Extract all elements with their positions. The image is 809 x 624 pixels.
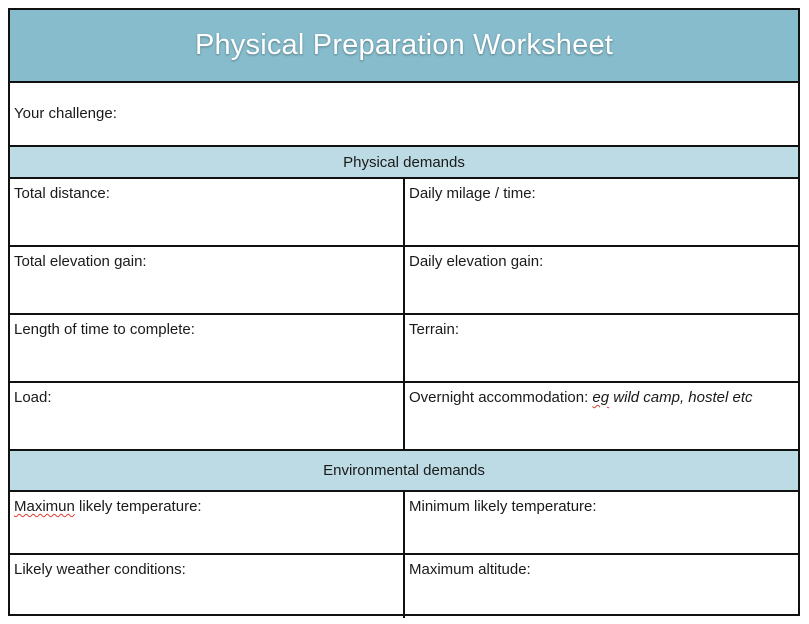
worksheet-table	[8, 8, 800, 616]
table-row	[10, 247, 798, 315]
terrain-cell	[405, 315, 798, 381]
overnight-label: Overnight accommodation:	[409, 389, 593, 406]
overnight-hint: wild camp, hostel etc	[609, 389, 753, 406]
physical-demands-header	[10, 147, 798, 179]
max-altitude-label: Maximum altitude:	[409, 561, 531, 578]
total-elevation-cell	[10, 247, 405, 313]
daily-milage-cell	[405, 179, 798, 245]
table-row	[10, 383, 798, 451]
table-row	[10, 179, 798, 247]
table-row	[10, 555, 798, 618]
daily-elevation-cell	[405, 247, 798, 313]
physical-demands-title: Physical demands	[343, 153, 465, 171]
max-temperature-misspelled: Maximun	[14, 498, 75, 515]
page-title: Physical Preparation Worksheet	[194, 29, 614, 61]
terrain-label: Terrain:	[409, 321, 460, 338]
overnight-cell	[405, 383, 798, 449]
total-elevation-label: Total elevation gain:	[14, 253, 147, 270]
challenge-row	[10, 83, 798, 147]
daily-elevation-label: Daily elevation gain:	[409, 253, 544, 270]
daily-milage-label: Daily milage / time:	[409, 185, 536, 202]
weather-cell	[10, 555, 405, 618]
load-cell	[10, 383, 405, 449]
load-label: Load:	[14, 389, 52, 406]
title-banner	[10, 10, 798, 83]
challenge-label: Your challenge:	[14, 105, 117, 122]
min-temperature-label: Minimum likely temperature:	[409, 498, 597, 515]
table-row	[10, 315, 798, 383]
weather-label: Likely weather conditions:	[14, 561, 186, 578]
total-distance-cell	[10, 179, 405, 245]
length-of-time-cell	[10, 315, 405, 381]
overnight-hint-eg: eg	[592, 389, 610, 406]
min-temperature-cell	[405, 492, 798, 553]
length-of-time-label: Length of time to complete:	[14, 321, 195, 338]
max-temperature-cell	[10, 492, 405, 553]
environmental-demands-title: Environmental demands	[323, 462, 485, 479]
total-distance-label: Total distance:	[14, 185, 110, 202]
max-altitude-cell	[405, 555, 798, 618]
table-row	[10, 492, 798, 555]
environmental-demands-header	[10, 451, 798, 492]
max-temperature-label: likely temperature:	[74, 498, 202, 515]
